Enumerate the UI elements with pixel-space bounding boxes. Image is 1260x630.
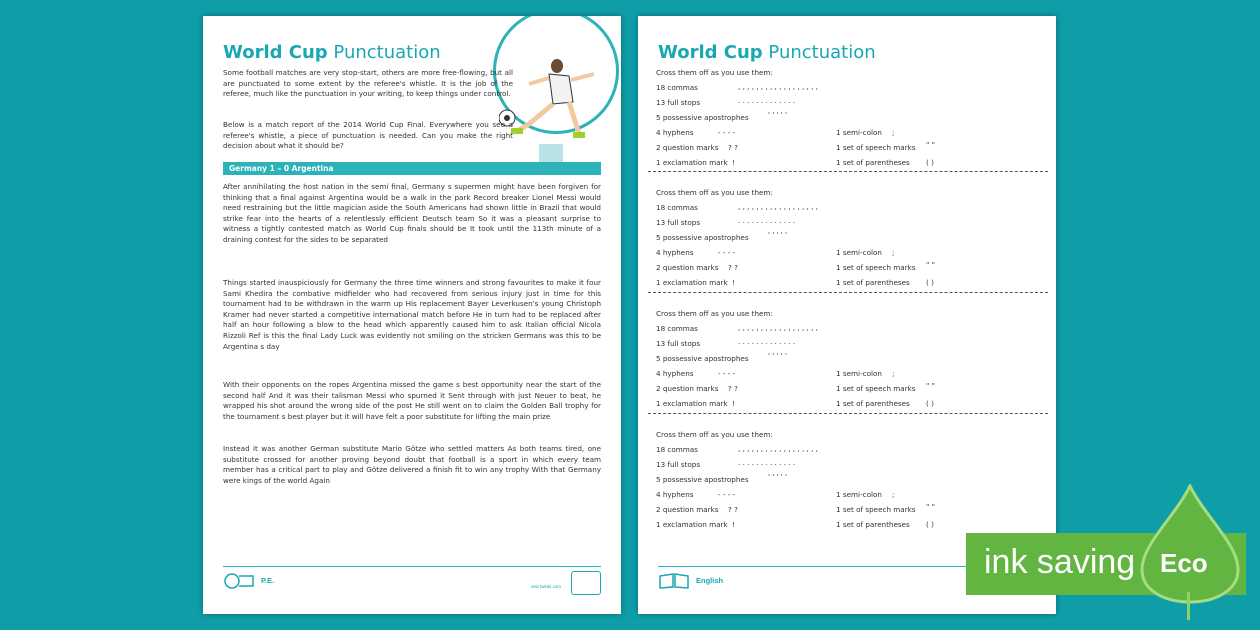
apostrophes-marks[interactable]: ' ' ' ' ' — [768, 230, 788, 239]
checklist-header: Cross them off as you use them: — [656, 309, 773, 318]
worksheet-page-right — [638, 16, 1056, 614]
commas-label: 18 commas — [656, 445, 698, 454]
report-paragraph-3: With their opponents on the ropes Argentina missed the game s best opportunity near the start of the second half And it was their talisman Messi who spurned it Sent through with just Neuer to beat, he wrapped his shot around the wrong side of the post He still went on to claim the Golden Ball trophy for the tournament s best player but it will have felt a poor substitute for lifting the main prize — [223, 380, 601, 421]
match-score-band: Germany 1 – 0 Argentina — [223, 162, 601, 175]
semicolon-mark[interactable]: ; — [892, 128, 895, 137]
apostrophes-marks[interactable]: ' ' ' ' ' — [768, 351, 788, 360]
speech-mark[interactable]: " " — [926, 381, 935, 390]
exclamation-label: 1 exclamation mark — [656, 520, 728, 529]
hyphens-marks[interactable]: - - - - — [718, 369, 736, 378]
commas-marks[interactable]: , , , , , , , , , , , , , , , , , , — [738, 202, 818, 211]
parentheses-label: 1 set of parentheses — [836, 399, 910, 408]
ink-saving-text: ink saving — [984, 543, 1136, 581]
parentheses-label: 1 set of parentheses — [836, 278, 910, 287]
semicolon-label: 1 semi-colon — [836, 248, 882, 257]
commas-marks[interactable]: , , , , , , , , , , , , , , , , , , — [738, 82, 818, 91]
semicolon-mark[interactable]: ; — [892, 248, 895, 257]
speech-mark[interactable]: " " — [926, 140, 935, 149]
question-marks[interactable]: ? ? — [728, 263, 738, 272]
apostrophes-label: 5 possessive apostrophes — [656, 354, 749, 363]
full-stops-marks[interactable]: . . . . . . . . . . . . . — [738, 337, 796, 346]
exclamation-label: 1 exclamation mark — [656, 158, 728, 167]
full-stops-label: 13 full stops — [656, 98, 701, 107]
commas-label: 18 commas — [656, 83, 698, 92]
page-title: World Cup Punctuation — [658, 42, 876, 63]
semicolon-label: 1 semi-colon — [836, 128, 882, 137]
footer-subject-label: P.E. — [261, 576, 275, 585]
full-stops-label: 13 full stops — [656, 460, 701, 469]
twinkl-logo-icon — [571, 571, 601, 595]
question-label: 2 question marks — [656, 263, 719, 272]
speech-label: 1 set of speech marks — [836, 263, 916, 272]
exclamation-label: 1 exclamation mark — [656, 278, 728, 287]
book-icon — [658, 572, 690, 590]
question-label: 2 question marks — [656, 143, 719, 152]
goal-post — [539, 144, 563, 162]
hyphens-label: 4 hyphens — [656, 128, 694, 137]
intro-text: Some football matches are very stop-start, others are more free-flowing, but all are punctuated to some extent by the referee's whistle. It is the job of the referee, much like the punctuation in your writing, to keep things under control. — [223, 68, 513, 99]
speech-label: 1 set of speech marks — [836, 143, 916, 152]
hyphens-marks[interactable]: - - - - — [718, 490, 736, 499]
pe-subject-icon — [223, 572, 255, 590]
cut-line — [648, 413, 1048, 414]
eco-drop-icon — [1136, 484, 1244, 604]
semicolon-label: 1 semi-colon — [836, 490, 882, 499]
instructions-text: Below is a match report of the 2014 World Cup Final. Everywhere you see a referee's whistle, a piece of punctuation is needed. Can you make the right decision about what it should be? — [223, 120, 513, 151]
cut-line — [648, 292, 1048, 293]
question-marks[interactable]: ? ? — [728, 384, 738, 393]
worksheet-page-left — [203, 16, 621, 614]
checklist-header: Cross them off as you use them: — [656, 188, 773, 197]
exclamation-mark[interactable]: ! — [732, 399, 735, 408]
commas-marks[interactable]: , , , , , , , , , , , , , , , , , , — [738, 444, 818, 453]
report-paragraph-1: After annihilating the host nation in the semi final, Germany s supermen might have been forgiven for thinking that a final against Argentina would be a walk in the park Record breaker Lionel Messi would need restraining but the little magician aside the South Americans had shown little in Brazil that would strike fear into the hearts of a relentlessly efficient Deutsch team So it was a pleasant surprise to witness a tightly contested match as World Cup finals should be It took until the 113th minute of a draining contest for the sides to be separated — [223, 182, 601, 244]
leaf-stem — [1187, 592, 1190, 620]
speech-label: 1 set of speech marks — [836, 505, 916, 514]
semicolon-mark[interactable]: ; — [892, 369, 895, 378]
question-marks[interactable]: ? ? — [728, 505, 738, 514]
semicolon-mark[interactable]: ; — [892, 490, 895, 499]
checklist-header: Cross them off as you use them: — [656, 68, 773, 77]
hyphens-label: 4 hyphens — [656, 369, 694, 378]
apostrophes-marks[interactable]: ' ' ' ' ' — [768, 472, 788, 481]
checklist-header: Cross them off as you use them: — [656, 430, 773, 439]
footer-url: visit twinkl.com — [531, 584, 562, 589]
full-stops-marks[interactable]: . . . . . . . . . . . . . — [738, 216, 796, 225]
parentheses-mark[interactable]: ( ) — [926, 158, 934, 167]
report-paragraph-2: Things started inauspiciously for Germany the three time winners and strong favourites to make it four Sami Khedira the combative midfielder who had recovered from serious injury just in time for this tournament had to be withdrawn in the warm up His replacement Bayer Leverkusen's young Christoph Kramer had never started a competitive international match before He in turn had to be replaced after half an hour following a blow to the head which apparently caused him to ask Italian official Nicola Rizzoli Ref is this the final Lady Luck was evidently not smiling on the stricken Germans was this to be Argentina s day — [223, 278, 601, 351]
commas-label: 18 commas — [656, 203, 698, 212]
parentheses-mark[interactable]: ( ) — [926, 520, 934, 529]
exclamation-mark[interactable]: ! — [732, 278, 735, 287]
parentheses-mark[interactable]: ( ) — [926, 399, 934, 408]
full-stops-label: 13 full stops — [656, 339, 701, 348]
cut-line — [648, 171, 1048, 172]
apostrophes-label: 5 possessive apostrophes — [656, 475, 749, 484]
apostrophes-label: 5 possessive apostrophes — [656, 113, 749, 122]
apostrophes-label: 5 possessive apostrophes — [656, 233, 749, 242]
full-stops-label: 13 full stops — [656, 218, 701, 227]
parentheses-label: 1 set of parentheses — [836, 158, 910, 167]
full-stops-marks[interactable]: . . . . . . . . . . . . . — [738, 96, 796, 105]
exclamation-mark[interactable]: ! — [732, 158, 735, 167]
question-label: 2 question marks — [656, 505, 719, 514]
speech-mark[interactable]: " " — [926, 502, 935, 511]
exclamation-mark[interactable]: ! — [732, 520, 735, 529]
speech-label: 1 set of speech marks — [836, 384, 916, 393]
hyphens-label: 4 hyphens — [656, 248, 694, 257]
commas-label: 18 commas — [656, 324, 698, 333]
eco-label: Eco — [1160, 548, 1208, 578]
semicolon-label: 1 semi-colon — [836, 369, 882, 378]
hyphens-marks[interactable]: - - - - — [718, 248, 736, 257]
footballer-illustration — [499, 44, 599, 144]
full-stops-marks[interactable]: . . . . . . . . . . . . . — [738, 458, 796, 467]
commas-marks[interactable]: , , , , , , , , , , , , , , , , , , — [738, 323, 818, 332]
question-label: 2 question marks — [656, 384, 719, 393]
exclamation-label: 1 exclamation mark — [656, 399, 728, 408]
hyphens-marks[interactable]: - - - - — [718, 128, 736, 137]
footer-divider — [223, 566, 601, 567]
footer-subject-label: English — [696, 576, 724, 585]
page-title: World Cup Punctuation — [223, 42, 441, 63]
speech-mark[interactable]: " " — [926, 260, 935, 269]
hyphens-label: 4 hyphens — [656, 490, 694, 499]
parentheses-mark[interactable]: ( ) — [926, 278, 934, 287]
apostrophes-marks[interactable]: ' ' ' ' ' — [768, 110, 788, 119]
question-marks[interactable]: ? ? — [728, 143, 738, 152]
report-paragraph-4: Instead it was another German substitute Mario Götze who settled matters As both teams tired, one substitute crossed for another proving beyond doubt that football is a sport in which every team member has a critical part to play and Götze delivered a finish fit to win any trophy With that Germany were kings of the world Again — [223, 444, 601, 485]
parentheses-label: 1 set of parentheses — [836, 520, 910, 529]
